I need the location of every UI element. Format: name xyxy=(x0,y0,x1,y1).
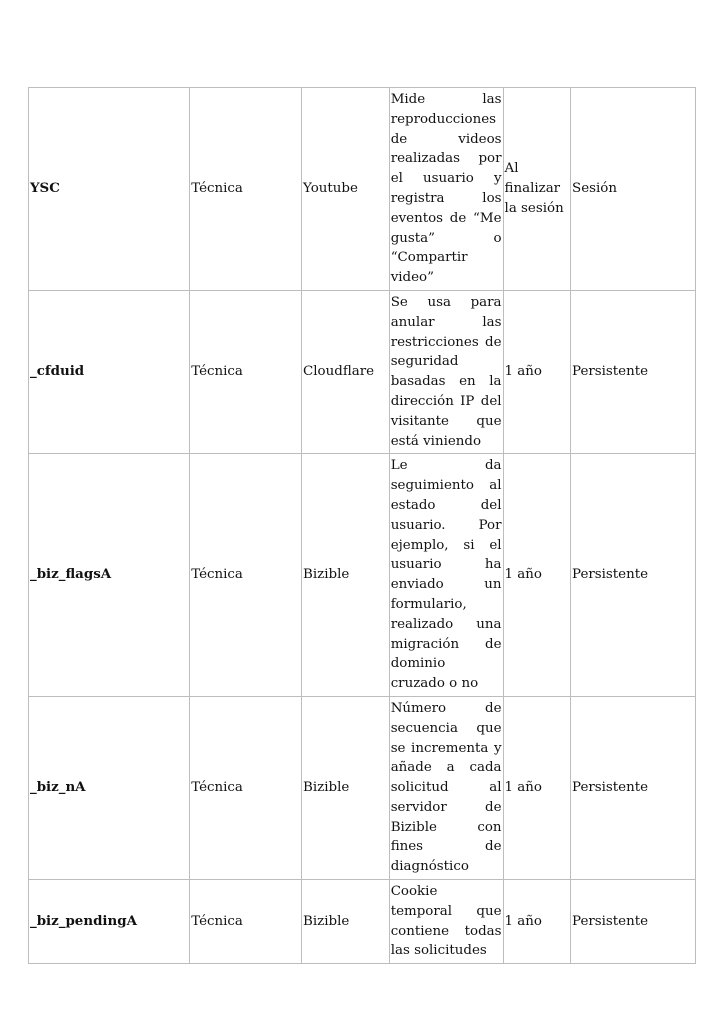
cookie-description: Le da seguimiento al estado del usuario. Por ejemplo, si el usuario ha enviado un formulario, realizado una migración de dominio cruzado o no xyxy=(389,454,503,697)
cookie-name: YSC xyxy=(29,88,190,291)
cookie-duration: 1 año xyxy=(503,696,571,879)
cookie-type: Técnica xyxy=(190,290,302,453)
cookie-type: Técnica xyxy=(190,696,302,879)
cookie-provider: Bizible xyxy=(302,696,390,879)
cookie-description: Número de secuencia que se incrementa y añade a cada solicitud al servidor de Bizible con fines de diagnóstico xyxy=(389,696,503,879)
cookie-type: Técnica xyxy=(190,880,302,964)
cookie-description: Se usa para anular las restricciones de seguridad basadas en la dirección IP del visitante que está viniendo xyxy=(389,290,503,453)
cookie-provider: Bizible xyxy=(302,454,390,697)
cookie-duration: 1 año xyxy=(503,880,571,964)
cookie-name: _biz_pendingA xyxy=(29,880,190,964)
cookie-type: Técnica xyxy=(190,454,302,697)
table-row xyxy=(29,880,696,964)
cookie-provider: Youtube xyxy=(302,88,390,291)
cookie-duration: 1 año xyxy=(503,454,571,697)
cookie-name: _cfduid xyxy=(29,290,190,453)
cookie-provider: Bizible xyxy=(302,880,390,964)
cookie-duration: 1 año xyxy=(503,290,571,453)
table-row xyxy=(29,696,696,879)
cookie-type: Técnica xyxy=(190,88,302,291)
cookies-table xyxy=(28,87,696,964)
cookie-description: Cookie temporal que contiene todas las solicitudes xyxy=(389,880,503,964)
table-row xyxy=(29,88,696,291)
table-row xyxy=(29,290,696,453)
cookie-description: Mide las reproducciones de videos realizadas por el usuario y registra los eventos de “Me gusta” o “Compartir video” xyxy=(389,88,503,291)
cookie-provider: Cloudflare xyxy=(302,290,390,453)
cookie-kind: Persistente xyxy=(571,880,696,964)
cookie-kind: Sesión xyxy=(571,88,696,291)
cookie-kind: Persistente xyxy=(571,454,696,697)
cookie-kind: Persistente xyxy=(571,290,696,453)
cookie-name: _biz_flagsA xyxy=(29,454,190,697)
cookie-kind: Persistente xyxy=(571,696,696,879)
table-row xyxy=(29,454,696,697)
cookie-name: _biz_nA xyxy=(29,696,190,879)
cookie-duration: Al finalizar la sesión xyxy=(503,88,571,291)
